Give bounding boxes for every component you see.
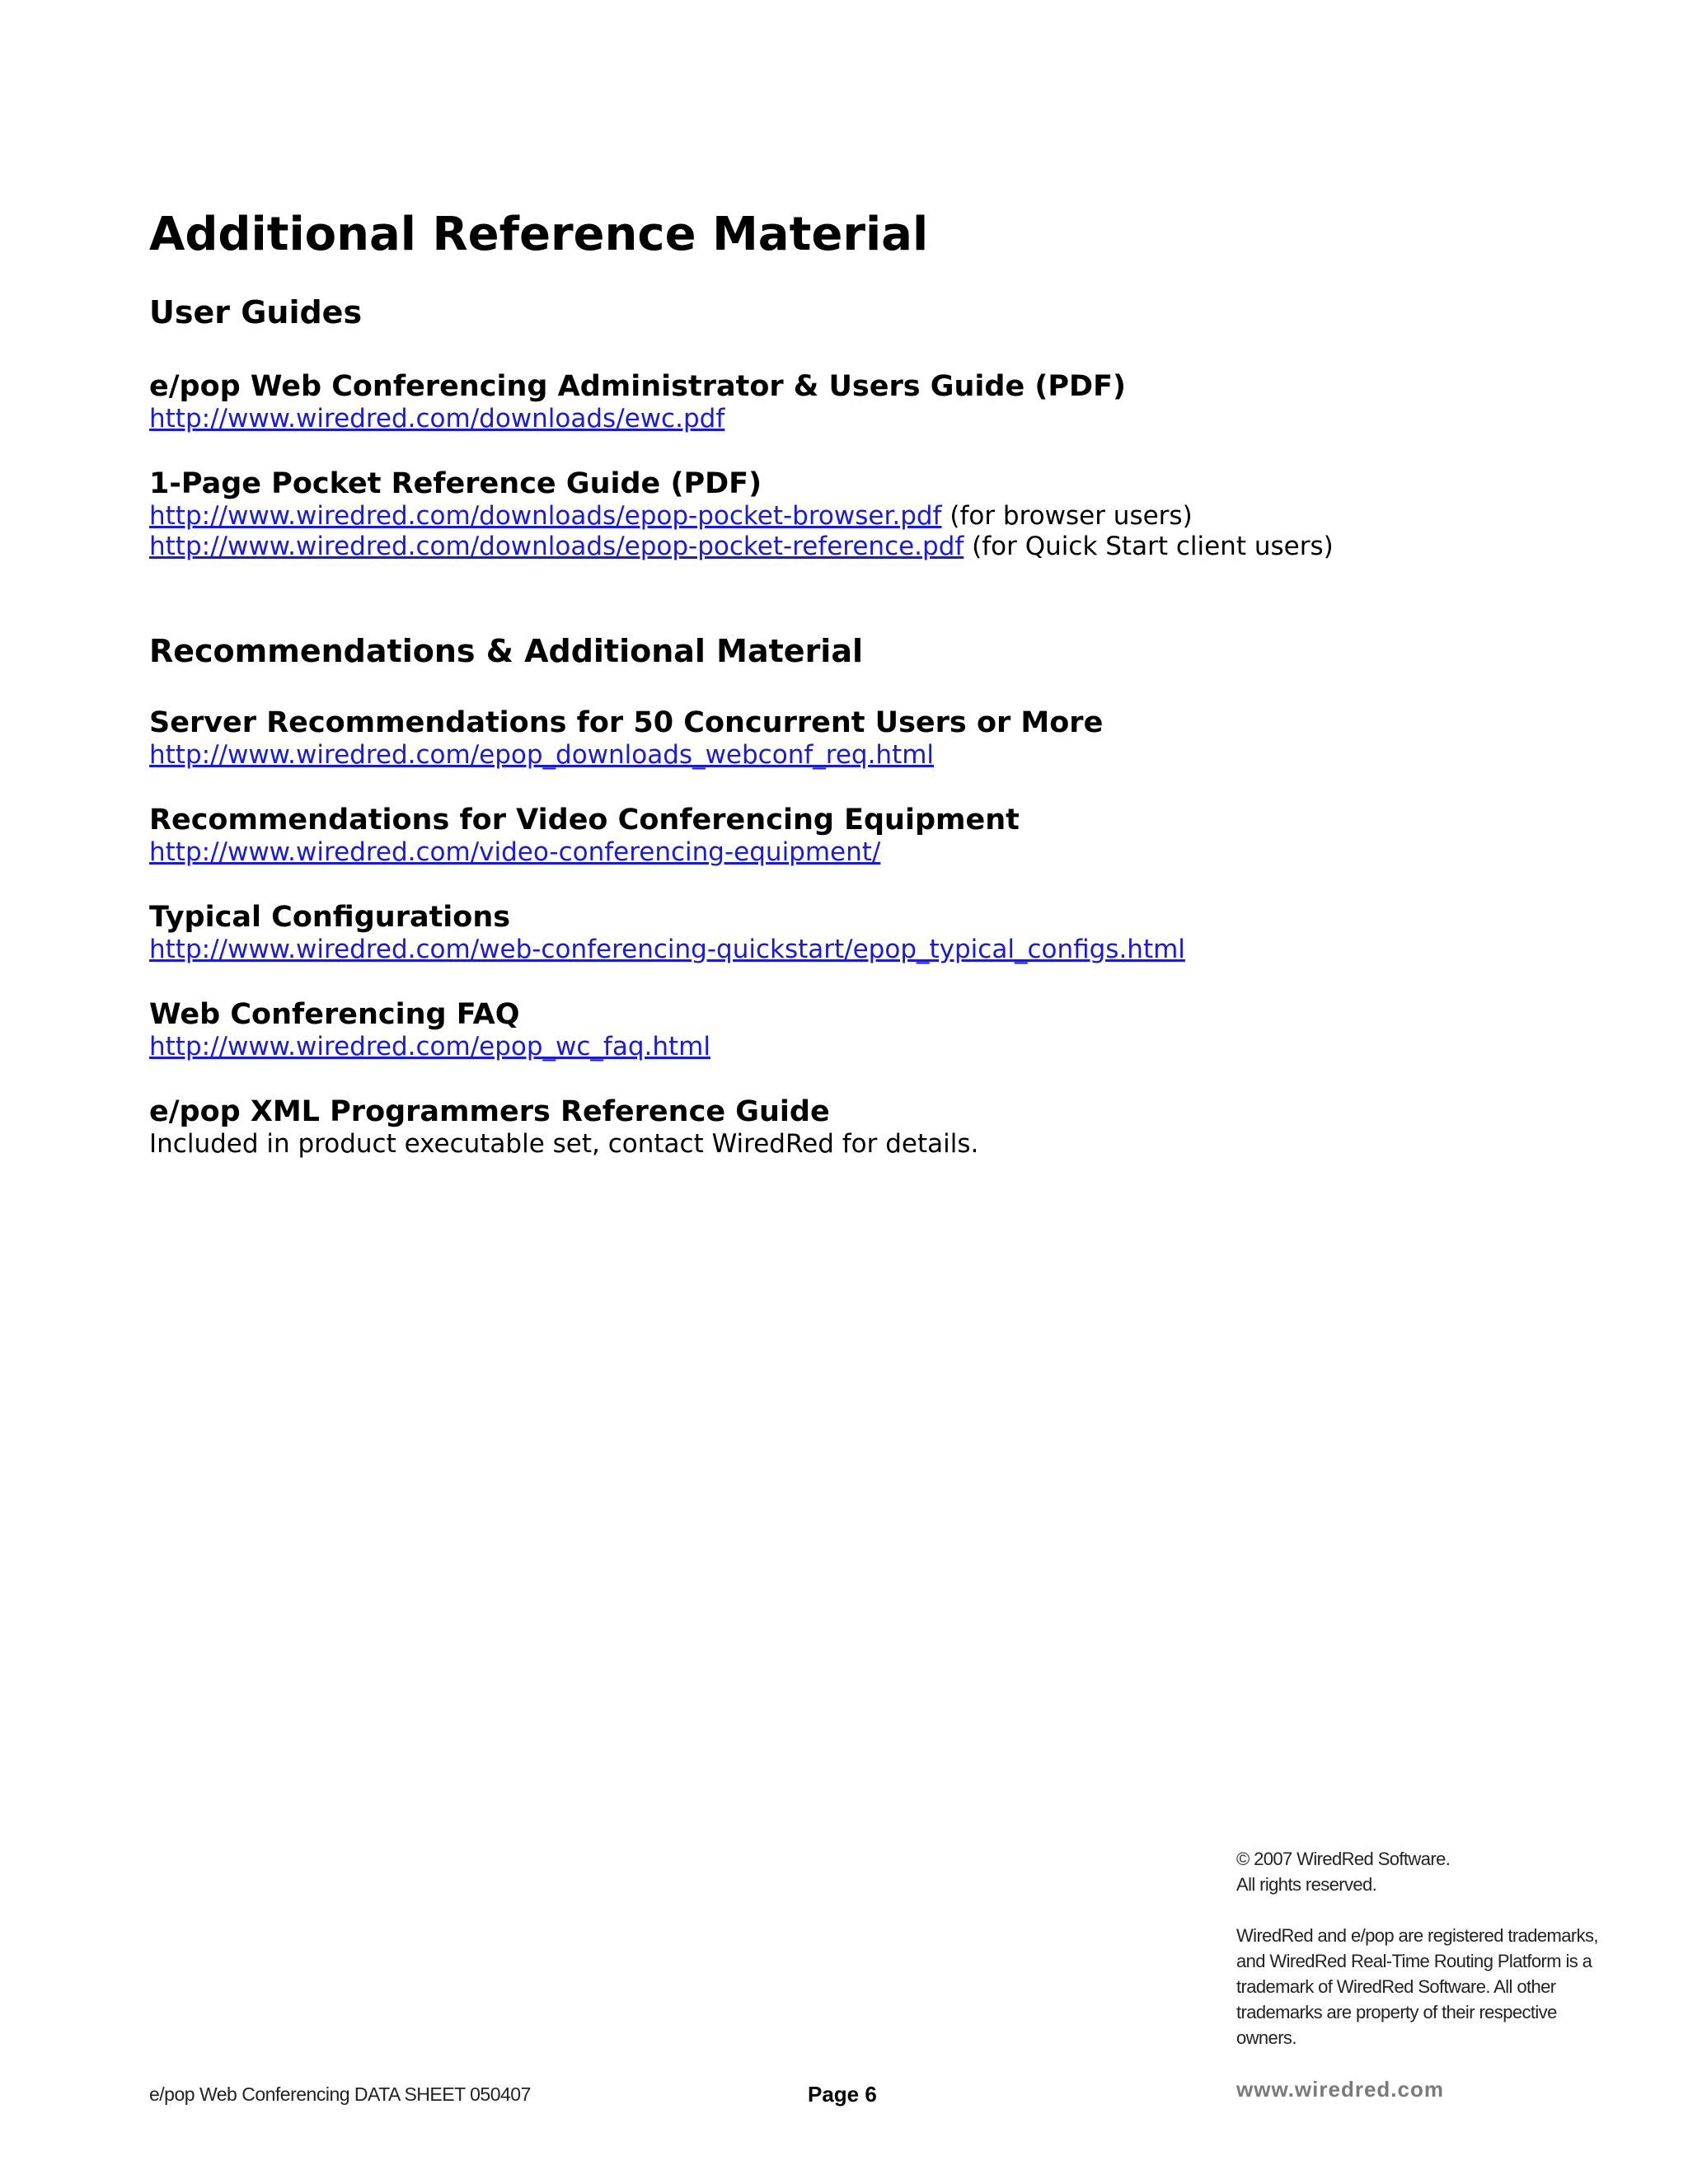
recommendation-entry-faq xyxy=(149,997,1550,1062)
link-line xyxy=(149,1032,1550,1062)
guide-pdf-link[interactable]: http://www.wiredred.com/downloads/ewc.pdf xyxy=(149,404,725,434)
link-line xyxy=(149,532,1550,562)
footer-website: www.wiredred.com xyxy=(1236,2077,1444,2102)
section-heading-user-guides: User Guides xyxy=(149,294,363,330)
server-recommendations-link[interactable]: http://www.wiredred.com/epop_downloads_webconf_req.html xyxy=(149,740,935,770)
link-line xyxy=(149,837,1550,868)
link-line xyxy=(149,501,1550,532)
xml-guide-description: Included in product executable set, contact WiredRed for details. xyxy=(149,1129,979,1159)
trademark-line: owners. xyxy=(1236,2027,1296,2048)
recommendation-title: e/pop XML Programmers Reference Guide xyxy=(149,1095,830,1128)
recommendation-title: Web Conferencing FAQ xyxy=(149,998,520,1031)
recommendation-entry-server xyxy=(149,705,1550,771)
typical-configs-link[interactable]: http://www.wiredred.com/web-conferencing-quickstart/epop_typical_configs.html xyxy=(149,935,1185,964)
link-line xyxy=(149,935,1550,965)
guide-title: e/pop Web Conferencing Administrator & Users Guide (PDF) xyxy=(149,370,1127,403)
link-line xyxy=(149,404,1550,434)
copyright-line: © 2007 WiredRed Software. xyxy=(1236,1849,1451,1869)
guide-entry-admin-users xyxy=(149,369,1550,434)
video-equipment-link[interactable]: http://www.wiredred.com/video-conferencing-equipment/ xyxy=(149,837,881,867)
footer-page-number: Page 6 xyxy=(808,2082,877,2107)
trademark-line: trademarks are property of their respective xyxy=(1236,2002,1557,2022)
spacer xyxy=(1236,1897,1648,1923)
pocket-browser-pdf-link[interactable]: http://www.wiredred.com/downloads/epop-pocket-browser.pdf xyxy=(149,501,942,531)
link-note: (for Quick Start client users) xyxy=(972,532,1334,561)
section-heading-recommendations: Recommendations & Additional Material xyxy=(149,633,864,669)
page-title: Additional Reference Material xyxy=(149,208,929,261)
pocket-reference-pdf-link[interactable]: http://www.wiredred.com/downloads/epop-pocket-reference.pdf xyxy=(149,532,964,561)
link-line xyxy=(149,740,1550,771)
link-note: (for browser users) xyxy=(950,501,1193,531)
recommendation-entry-xml-guide xyxy=(149,1094,1550,1160)
recommendation-title: Server Recommendations for 50 Concurrent Users or More xyxy=(149,706,1104,739)
recommendation-title: Typical Configurations xyxy=(149,901,511,934)
recommendation-entry-video-equipment xyxy=(149,803,1550,868)
copyright-notice xyxy=(1236,1846,1648,2050)
copyright-line: All rights reserved. xyxy=(1236,1874,1377,1895)
trademark-line: WiredRed and e/pop are registered trademarks, xyxy=(1236,1925,1598,1946)
trademark-line: and WiredRed Real-Time Routing Platform is a xyxy=(1236,1951,1592,1971)
footer-document-name: e/pop Web Conferencing DATA SHEET 050407 xyxy=(149,2083,531,2105)
faq-link[interactable]: http://www.wiredred.com/epop_wc_faq.html xyxy=(149,1032,710,1062)
guide-entry-pocket-reference xyxy=(149,466,1550,562)
guide-title: 1-Page Pocket Reference Guide (PDF) xyxy=(149,467,762,500)
trademark-line: trademark of WiredRed Software. All other xyxy=(1236,1976,1556,1997)
recommendation-title: Recommendations for Video Conferencing Equipment xyxy=(149,804,1020,837)
recommendation-entry-typical-configs xyxy=(149,900,1550,965)
